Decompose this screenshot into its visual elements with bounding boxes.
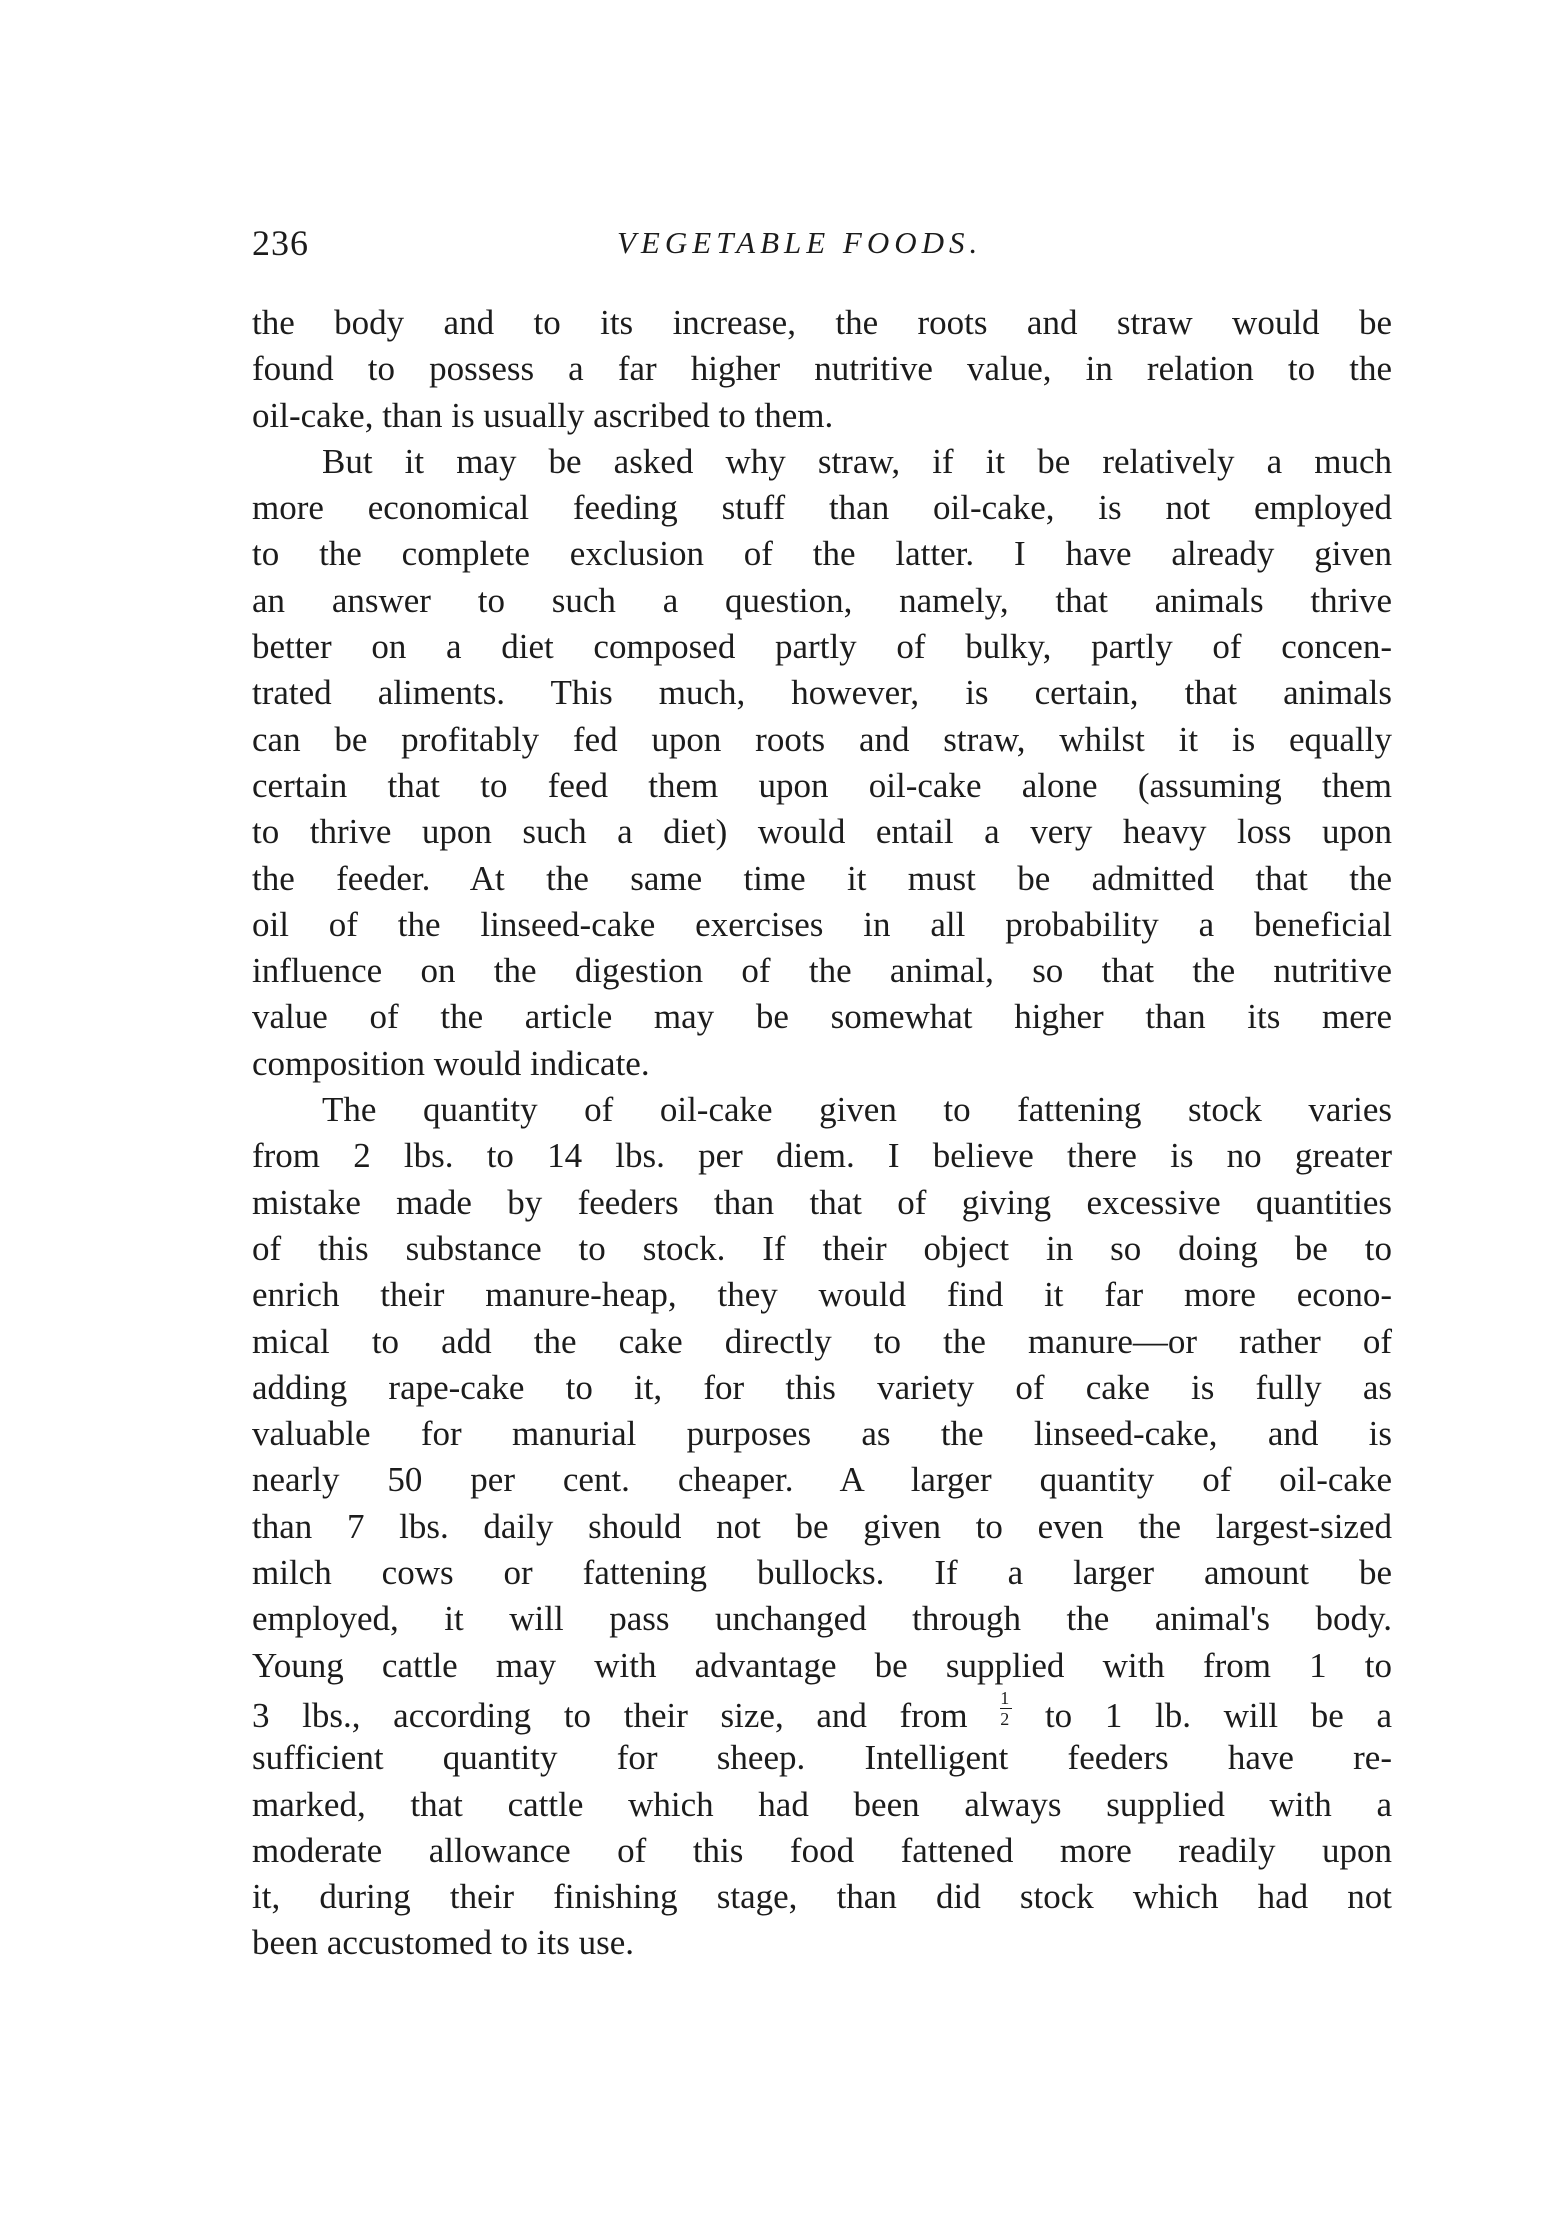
text-line: influence on the digestion of the animal, so that the nutritive bbox=[252, 951, 1392, 991]
text-line: the body and to its increase, the roots and straw would be bbox=[252, 303, 1392, 342]
text-line: milch cows or fattening bullocks. If a larger amount be bbox=[252, 1553, 1392, 1593]
text-line: oil of the linseed-cake exercises in all probability a beneficial bbox=[252, 904, 1392, 944]
text-line: can be profitably fed upon roots and straw, whilst it is equally bbox=[252, 719, 1392, 759]
text-line: trated aliments. This much, however, is certain, that animals bbox=[252, 673, 1392, 713]
text-line: composition would indicate. bbox=[252, 1043, 650, 1083]
text-line: certain that to feed them upon oil-cake alone (assuming them bbox=[252, 765, 1392, 805]
text-line: more economical feeding stuff than oil-cake, is not employed bbox=[252, 488, 1392, 528]
text-line: valuable for manurial purposes as the linseed-cake, and is bbox=[252, 1414, 1392, 1454]
text-line: But it may be asked why straw, if it be relatively a much bbox=[322, 441, 1392, 481]
text-line: employed, it will pass unchanged through the animal's body. bbox=[252, 1599, 1392, 1639]
text-line: mical to add the cake directly to the manure—or rather of bbox=[252, 1321, 1392, 1361]
line-segment: 3 lbs., according to their size, and from bbox=[252, 1695, 968, 1735]
text-line: from 2 lbs. to 14 lbs. per diem. I believe there is no greater bbox=[252, 1136, 1392, 1176]
fraction-numerator: 1 bbox=[1000, 1687, 1010, 1708]
text-line: Young cattle may with advantage be supplied with from 1 to bbox=[252, 1645, 1392, 1685]
text-line: an answer to such a question, namely, that animals thrive bbox=[252, 580, 1392, 620]
text-line: The quantity of oil-cake given to fattening stock varies bbox=[322, 1090, 1392, 1130]
text-line: oil-cake, than is usually ascribed to them. bbox=[252, 395, 834, 435]
text-line: sufficient quantity for sheep. Intelligent feeders have re- bbox=[252, 1738, 1392, 1778]
running-head: VEGETABLE FOODS. bbox=[617, 225, 983, 260]
page-header bbox=[252, 218, 1392, 268]
text-line: enrich their manure-heap, they would find it far more econo- bbox=[252, 1275, 1392, 1315]
text-line: mistake made by feeders than that of giving excessive quantities bbox=[252, 1182, 1392, 1222]
text-line: nearly 50 per cent. cheaper. A larger quantity of oil-cake bbox=[252, 1460, 1392, 1500]
fraction-one-half bbox=[1000, 1689, 1012, 1728]
text-line-with-fraction bbox=[252, 1689, 1392, 1735]
text-line: than 7 lbs. daily should not be given to even the largest-sized bbox=[252, 1506, 1392, 1546]
text-line: better on a diet composed partly of bulky, partly of concen- bbox=[252, 627, 1392, 667]
text-line: the feeder. At the same time it must be admitted that the bbox=[252, 858, 1392, 898]
fraction-denominator: 2 bbox=[1000, 1708, 1010, 1729]
line-segment: to 1 lb. will be a bbox=[1044, 1695, 1393, 1735]
text-line: value of the article may be somewhat higher than its mere bbox=[252, 997, 1392, 1037]
text-line: moderate allowance of this food fattened more readily upon bbox=[252, 1830, 1392, 1870]
text-line: to thrive upon such a diet) would entail a very heavy loss upon bbox=[252, 812, 1392, 852]
text-line: marked, that cattle which had been always supplied with a bbox=[252, 1784, 1392, 1824]
text-line: adding rape-cake to it, for this variety of cake is fully as bbox=[252, 1367, 1392, 1407]
text-line: of this substance to stock. If their object in so doing be to bbox=[252, 1228, 1392, 1268]
page-number: 236 bbox=[252, 223, 309, 263]
body-text bbox=[252, 300, 1392, 1967]
text-line: it, during their finishing stage, than did stock which had not bbox=[252, 1877, 1392, 1917]
text-line: found to possess a far higher nutritive value, in relation to the bbox=[252, 349, 1392, 389]
text-line: to the complete exclusion of the latter. I have already given bbox=[252, 534, 1392, 574]
text-line: been accustomed to its use. bbox=[252, 1923, 634, 1963]
